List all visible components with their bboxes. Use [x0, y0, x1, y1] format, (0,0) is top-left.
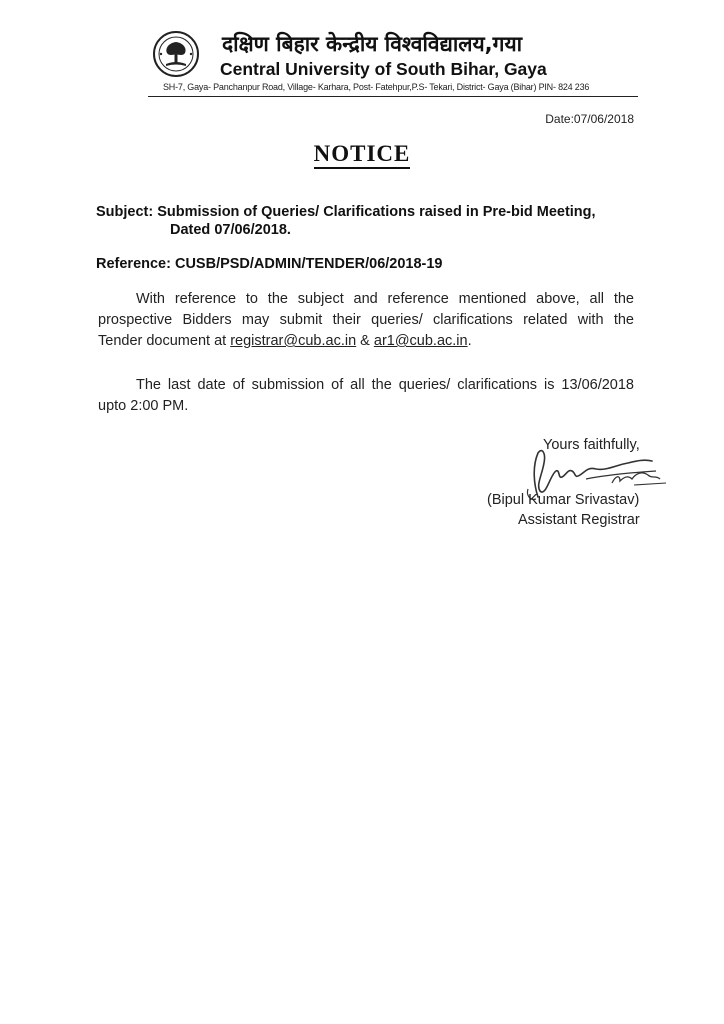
- para2-line-2: upto 2:00 PM.: [98, 398, 189, 414]
- closing-salutation: Yours faithfully,: [543, 437, 640, 453]
- subject-line-1: Subject: Submission of Queries/ Clarifications raised in Pre-bid Meeting,: [96, 204, 596, 220]
- notice-subject: [96, 203, 656, 239]
- para1-line-3-prefix: Tender document at: [98, 333, 231, 349]
- body-paragraph-1: [98, 289, 634, 352]
- para1-line-3: [98, 331, 634, 352]
- notice-title: [0, 141, 724, 167]
- university-address: SH-7, Gaya- Panchanpur Road, Village- Karhara, Post- Fatehpur,P.S- Tekari, District- Gaya (Bihar) PIN- 824 236: [163, 82, 590, 92]
- university-name-english: Central University of South Bihar, Gaya: [220, 59, 547, 79]
- para1-line-2: prospective Bidders may submit their queries/ clarifications related with the: [98, 312, 634, 328]
- notice-title-text: NOTICE: [314, 141, 411, 169]
- email-joiner: &: [356, 333, 374, 349]
- para1-line-3-suffix: .: [467, 333, 472, 349]
- para2-line-1: The last date of submission of all the queries/ clarifications is 13/06/2018: [136, 377, 634, 393]
- body-paragraph-2: [98, 375, 634, 417]
- university-name-hindi: दक्षिण बिहार केन्द्रीय विश्वविद्यालय,गया: [222, 32, 523, 56]
- notice-reference: Reference: CUSB/PSD/ADMIN/TENDER/06/2018-19: [96, 256, 443, 272]
- header-divider: [148, 96, 638, 97]
- registrar-email-link[interactable]: registrar@cub.ac.in: [230, 333, 357, 349]
- subject-line-2: Dated 07/06/2018.: [170, 222, 291, 238]
- signatory-name: (Bipul Kumar Srivastav): [487, 492, 640, 508]
- notice-date: Date:07/06/2018: [545, 112, 634, 126]
- university-emblem-icon: [152, 30, 200, 78]
- signatory-designation: Assistant Registrar: [518, 512, 640, 528]
- para1-line-1: With reference to the subject and reference mentioned above, all the: [136, 291, 634, 307]
- ar1-email-link[interactable]: ar1@cub.ac.in: [373, 333, 468, 349]
